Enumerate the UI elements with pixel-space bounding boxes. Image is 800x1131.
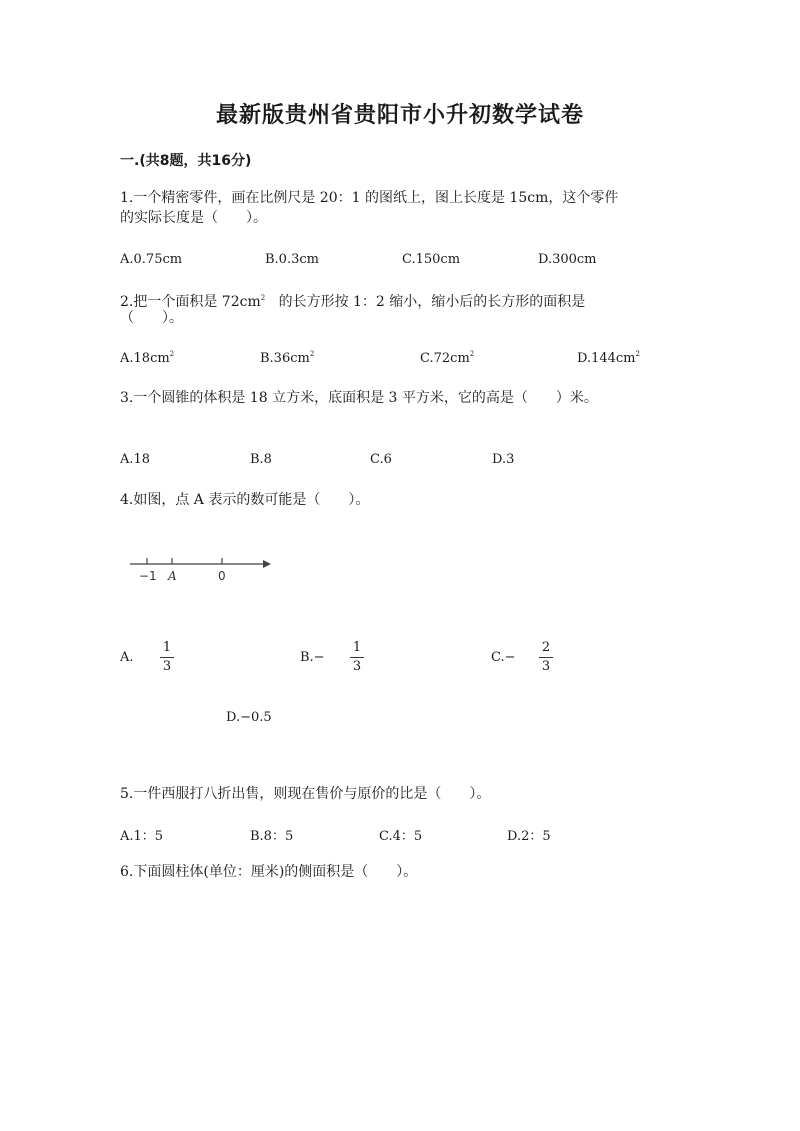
question-2-option-c bbox=[420, 350, 474, 366]
arrow-head-icon bbox=[263, 560, 271, 568]
fraction-denominator: 3 bbox=[352, 659, 362, 674]
question-1-line-2: 的实际长度是（ ）。 bbox=[120, 210, 267, 226]
question-1-line-1: 1.一个精密零件，画在比例尺是 20：1 的图纸上，图上长度是 15cm，这个零件 bbox=[120, 190, 619, 206]
section-header: 一.(共8题，共16分) bbox=[120, 153, 252, 169]
fraction-numerator: 2 bbox=[541, 640, 551, 655]
question-1-option-d: D.300cm bbox=[538, 252, 597, 267]
option-text: D.144cm bbox=[577, 351, 636, 366]
question-6-line-1: 6.下面圆柱体(单位：厘米)的侧面积是（ ）。 bbox=[120, 864, 418, 880]
fraction-bar bbox=[539, 657, 553, 658]
question-4-option-d: D.−0.5 bbox=[226, 710, 272, 725]
question-2-option-a bbox=[120, 350, 174, 366]
question-1-option-a: A.0.75cm bbox=[120, 252, 183, 267]
label-a: A bbox=[168, 569, 177, 583]
option-text: C.72cm bbox=[420, 351, 470, 366]
question-4-option-b-prefix: B.− bbox=[300, 650, 325, 665]
superscript-squared: 2 bbox=[260, 294, 266, 302]
superscript-squared: 2 bbox=[309, 350, 315, 358]
label-zero: 0 bbox=[218, 569, 226, 583]
fraction-numerator: 1 bbox=[352, 640, 362, 655]
question-4-option-c-fraction bbox=[539, 640, 553, 675]
question-2-option-d bbox=[577, 350, 640, 366]
question-4-line-1: 4.如图，点 A 表示的数可能是（ ）。 bbox=[120, 492, 370, 508]
question-2-line-2: （ ）。 bbox=[120, 310, 183, 326]
question-3-option-b: B.8 bbox=[250, 452, 272, 467]
question-4-option-b-fraction bbox=[350, 640, 364, 675]
fraction-bar bbox=[350, 657, 364, 658]
question-4-option-a-prefix: A. bbox=[120, 650, 134, 665]
fraction-bar bbox=[160, 657, 174, 658]
question-1-option-c: C.150cm bbox=[402, 252, 461, 267]
question-2-text-a: 2.把一个面积是 72cm bbox=[120, 294, 261, 310]
fraction-denominator: 3 bbox=[541, 659, 551, 674]
question-2-text-b: 的长方形按 1：2 缩小，缩小后的长方形的面积是 bbox=[278, 294, 586, 310]
question-4-option-c-prefix: C.− bbox=[491, 650, 516, 665]
fraction-numerator: 1 bbox=[162, 640, 172, 655]
question-4-option-a-fraction bbox=[160, 640, 174, 675]
number-line-figure bbox=[125, 548, 275, 588]
superscript-squared: 2 bbox=[469, 350, 475, 358]
question-3-option-c: C.6 bbox=[370, 452, 392, 467]
question-5-option-d: D.2：5 bbox=[507, 829, 551, 844]
question-5-option-b: B.8：5 bbox=[250, 829, 294, 844]
question-2-line-1 bbox=[120, 288, 585, 312]
question-3-option-a: A.18 bbox=[120, 452, 151, 467]
superscript-squared: 2 bbox=[169, 350, 175, 358]
label-neg1: −1 bbox=[139, 569, 157, 583]
question-5-option-c: C.4：5 bbox=[379, 829, 423, 844]
fraction-denominator: 3 bbox=[162, 659, 172, 674]
question-3-option-d: D.3 bbox=[492, 452, 515, 467]
question-2-option-b bbox=[260, 350, 314, 366]
option-text: B.36cm bbox=[260, 351, 310, 366]
superscript-squared: 2 bbox=[635, 350, 640, 358]
question-5-option-a: A.1：5 bbox=[120, 829, 164, 844]
question-3-line-1: 3.一个圆锥的体积是 18 立方米，底面积是 3 平方米，它的高是（ ）米。 bbox=[120, 390, 598, 406]
option-text: A.18cm bbox=[120, 351, 170, 366]
question-1-option-b: B.0.3cm bbox=[265, 252, 319, 267]
page-title: 最新版贵州省贵阳市小升初数学试卷 bbox=[215, 103, 584, 128]
question-5-line-1: 5.一件西服打八折出售，则现在售价与原价的比是（ ）。 bbox=[120, 786, 491, 802]
